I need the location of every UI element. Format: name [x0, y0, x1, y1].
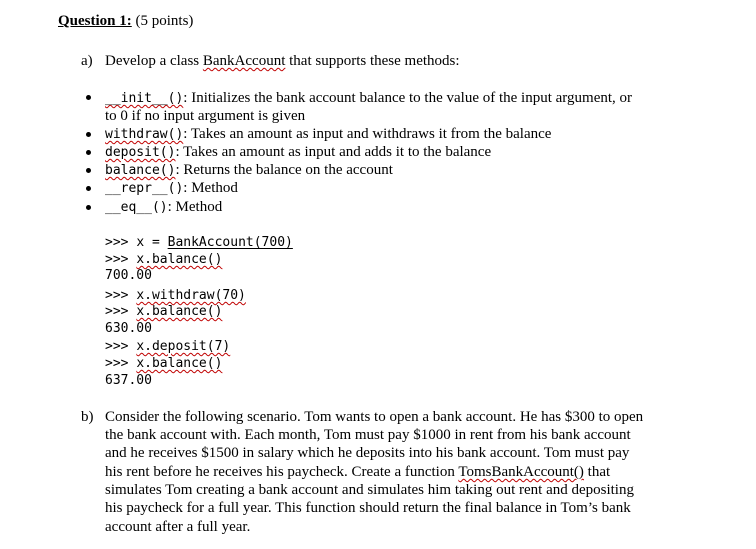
code-call: x.balance()	[136, 252, 223, 267]
code-output: 630.00	[105, 321, 152, 336]
code-call: BankAccount(700)	[167, 235, 293, 250]
method-balance: balance()	[105, 163, 176, 178]
bullet-balance	[105, 161, 393, 180]
question-title: Question 1:	[58, 13, 132, 29]
code-prompt: >>>	[105, 339, 137, 354]
bullet-init	[105, 89, 632, 108]
part-b-line-suffix: that	[583, 464, 611, 480]
method-init: __init__()	[105, 91, 184, 106]
code-call: x.withdraw(70)	[136, 288, 246, 303]
part-b-line: Consider the following scenario. Tom wants to open a bank account. He has $300 to open	[105, 409, 644, 425]
code-output: 637.00	[105, 373, 152, 388]
code-line	[105, 355, 222, 373]
part-b-line: account after a full year.	[105, 519, 251, 535]
method-eq: __eq__()	[105, 200, 168, 215]
part-a-label: a)	[81, 53, 93, 69]
bullet-withdraw	[105, 125, 551, 144]
code-prompt: >>>	[105, 356, 137, 371]
part-b-line: and he receives $1500 in salary which he deposits into his bank account. Tom must pay	[105, 445, 630, 461]
part-a-intro	[105, 52, 460, 70]
part-b-label: b)	[81, 409, 94, 425]
code-output: 700.00	[105, 268, 152, 283]
method-repr: __repr__()	[105, 181, 184, 196]
bullet-dot	[86, 168, 91, 173]
code-stmt: x =	[136, 235, 168, 250]
code-call: x.balance()	[136, 356, 223, 371]
bullet-dot	[86, 95, 91, 100]
part-b-line: the bank account with. Each month, Tom must pay $1000 in rent from his bank account	[105, 427, 631, 443]
bullet-init-cont: to 0 if no input argument is given	[105, 108, 306, 124]
code-line	[105, 303, 222, 321]
bullet-eq	[105, 198, 222, 217]
code-call: x.balance()	[136, 304, 223, 319]
bullet-dot	[86, 186, 91, 191]
bullet-dot	[86, 132, 91, 137]
method-init-desc: : Initializes the bank account balance to the value of the input argument, or	[183, 90, 633, 106]
part-b-line: simulates Tom creating a bank account and simulates him taking out rent and depositing	[105, 482, 634, 498]
bullet-dot	[86, 150, 91, 155]
method-withdraw-desc: : Takes an amount as input and withdraws it from the balance	[183, 126, 552, 142]
method-eq-desc: : Method	[167, 199, 223, 215]
bullet-dot	[86, 205, 91, 210]
bullet-deposit	[105, 143, 491, 162]
part-b-line: his paycheck for a full year. This function should return the final balance in Tom’s bank	[105, 500, 631, 516]
class-name-bankaccount: BankAccount	[202, 53, 286, 69]
code-prompt: >>>	[105, 235, 137, 250]
method-balance-desc: : Returns the balance on the account	[175, 162, 393, 178]
method-deposit-desc: : Takes an amount as input and adds it to the balance	[175, 144, 492, 160]
code-prompt: >>>	[105, 304, 137, 319]
code-prompt: >>>	[105, 252, 137, 267]
method-deposit: deposit()	[105, 145, 176, 160]
method-withdraw: withdraw()	[105, 127, 184, 142]
bullet-repr	[105, 179, 238, 198]
part-a-intro-prefix: Develop a class	[105, 53, 203, 69]
function-name: TomsBankAccount()	[458, 464, 584, 480]
part-b-line	[105, 463, 610, 481]
question-heading	[58, 12, 193, 30]
code-line	[105, 234, 293, 252]
question-points: (5 points)	[135, 13, 194, 29]
part-b-line-text: his rent before he receives his paycheck. Create a function	[105, 464, 459, 480]
method-repr-desc: : Method	[183, 180, 238, 196]
code-call: x.deposit(7)	[136, 339, 231, 354]
code-line	[105, 338, 230, 356]
part-a-intro-suffix: that supports these methods:	[285, 53, 460, 69]
code-prompt: >>>	[105, 288, 137, 303]
